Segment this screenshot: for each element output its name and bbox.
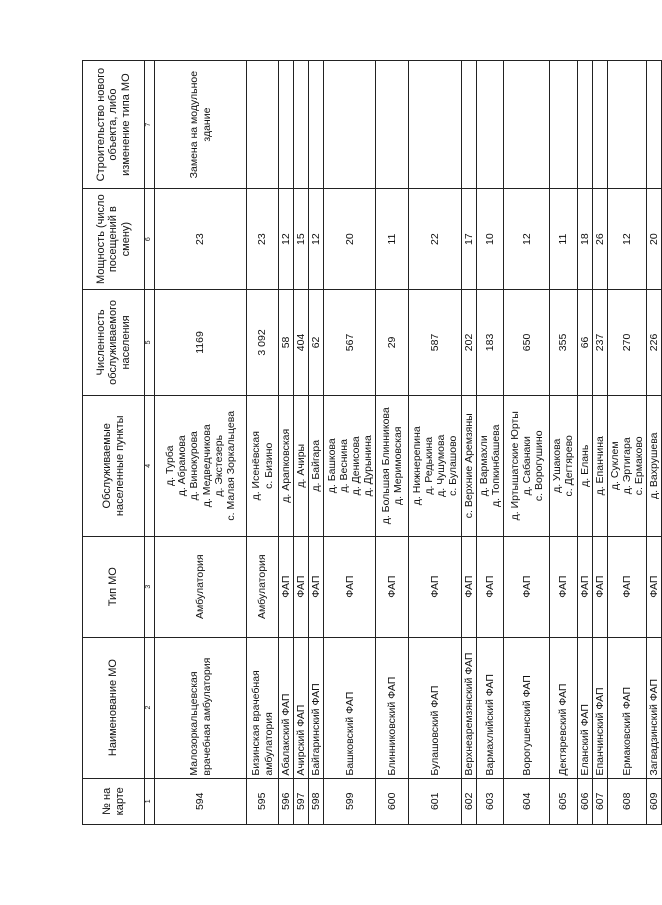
served-places-cell bbox=[646, 395, 661, 536]
served-place: с. Верхние Аремзяны bbox=[463, 413, 476, 519]
served-places-cell bbox=[607, 395, 646, 536]
served-place: д. Арапковская bbox=[280, 428, 292, 503]
capacity-cell: 20 bbox=[646, 189, 661, 290]
capacity-cell: 11 bbox=[550, 189, 577, 290]
table-row bbox=[247, 61, 279, 825]
mo-type-cell: ФАП bbox=[504, 536, 550, 637]
capacity-cell: 11 bbox=[376, 189, 409, 290]
table-row bbox=[309, 61, 324, 825]
mo-type-cell: ФАП bbox=[477, 536, 504, 637]
map-number-cell: 602 bbox=[462, 778, 477, 824]
served-place: д. Большая Блинникова bbox=[380, 407, 393, 525]
mo-name-cell: Абалакский ФАП bbox=[279, 637, 294, 778]
map-number-cell: 600 bbox=[376, 778, 409, 824]
served-places-cell bbox=[409, 395, 462, 536]
served-place: д. Турба bbox=[164, 445, 177, 486]
population-cell: 183 bbox=[477, 290, 504, 396]
table-row bbox=[607, 61, 646, 825]
served-place: д. Чушумова bbox=[435, 434, 448, 497]
mo-type-cell: ФАП bbox=[646, 536, 661, 637]
mo-name-cell: Ермаковский ФАП bbox=[607, 637, 646, 778]
served-places-cell bbox=[279, 395, 294, 536]
served-places-cell bbox=[247, 395, 279, 536]
served-place: д. Суклем bbox=[608, 441, 621, 491]
served-place: д. Иртышатские Юрты bbox=[508, 411, 521, 521]
served-place: д. Епанчина bbox=[593, 436, 606, 496]
mo-name-cell: Блинниковский ФАП bbox=[376, 637, 409, 778]
served-place: с. Ворогушино bbox=[532, 430, 545, 502]
construction-cell bbox=[504, 61, 550, 189]
construction-cell bbox=[279, 61, 294, 189]
population-cell: 587 bbox=[409, 290, 462, 396]
table-row bbox=[477, 61, 504, 825]
table-row bbox=[646, 61, 661, 825]
column-number: 2 bbox=[145, 637, 155, 778]
capacity-cell: 12 bbox=[504, 189, 550, 290]
table-row bbox=[294, 61, 309, 825]
medical-facilities-table bbox=[82, 60, 662, 825]
table-row bbox=[409, 61, 462, 825]
construction-cell bbox=[477, 61, 504, 189]
column-number: 3 bbox=[145, 536, 155, 637]
map-number-cell: 606 bbox=[577, 778, 592, 824]
population-cell: 567 bbox=[324, 290, 376, 396]
mo-name-cell: Бизинская врачебная амбулатория bbox=[247, 637, 279, 778]
mo-name-cell: Ворогушенский ФАП bbox=[504, 637, 550, 778]
served-place: с. Дегтярево bbox=[563, 435, 576, 497]
served-places-cell bbox=[504, 395, 550, 536]
population-cell: 1169 bbox=[155, 290, 247, 396]
served-places-cell bbox=[294, 395, 309, 536]
served-place: д. Вармахли bbox=[478, 435, 491, 497]
header-construction: Строительство нового объекта, либо изменение типа МО bbox=[83, 61, 145, 189]
column-number: 1 bbox=[145, 778, 155, 824]
map-number-cell: 605 bbox=[550, 778, 577, 824]
mo-name-cell: Верхнеаремзянский ФАП bbox=[462, 637, 477, 778]
header-row bbox=[83, 61, 145, 825]
map-number-cell: 599 bbox=[324, 778, 376, 824]
capacity-cell: 17 bbox=[462, 189, 477, 290]
mo-type-cell: ФАП bbox=[607, 536, 646, 637]
population-cell: 66 bbox=[577, 290, 592, 396]
mo-name-cell: Загвадзинский ФАП bbox=[646, 637, 661, 778]
capacity-cell: 12 bbox=[309, 189, 324, 290]
population-cell: 226 bbox=[646, 290, 661, 396]
column-number: 7 bbox=[145, 61, 155, 189]
mo-name-cell: Ачирский ФАП bbox=[294, 637, 309, 778]
column-number-row bbox=[145, 61, 155, 825]
construction-cell bbox=[376, 61, 409, 189]
mo-name-cell: Дектяревский ФАП bbox=[550, 637, 577, 778]
map-number-cell: 609 bbox=[646, 778, 661, 824]
header-capacity: Мощность (число посещений в смену) bbox=[83, 189, 145, 290]
table-body bbox=[155, 61, 662, 825]
served-place: д. Ушакова bbox=[551, 438, 564, 493]
map-number-cell: 594 bbox=[155, 778, 247, 824]
served-place: д. Исенёвская bbox=[250, 431, 263, 501]
served-place: д. Топкинбашева bbox=[490, 424, 503, 508]
served-places-cell bbox=[462, 395, 477, 536]
table-row bbox=[550, 61, 577, 825]
served-place: с. Булашово bbox=[447, 435, 460, 496]
construction-cell bbox=[294, 61, 309, 189]
capacity-cell: 10 bbox=[477, 189, 504, 290]
served-places-cell bbox=[577, 395, 592, 536]
mo-type-cell: Амбулатория bbox=[247, 536, 279, 637]
served-places-cell bbox=[376, 395, 409, 536]
served-place: д. Экстезерь bbox=[212, 434, 225, 497]
capacity-cell: 23 bbox=[155, 189, 247, 290]
construction-cell bbox=[324, 61, 376, 189]
population-cell: 404 bbox=[294, 290, 309, 396]
mo-type-cell: ФАП bbox=[294, 536, 309, 637]
capacity-cell: 12 bbox=[279, 189, 294, 290]
column-number: 5 bbox=[145, 290, 155, 396]
header-served-places: Обслуживаемые населенные пункты bbox=[83, 395, 145, 536]
map-number-cell: 596 bbox=[279, 778, 294, 824]
table-row bbox=[504, 61, 550, 825]
construction-cell bbox=[646, 61, 661, 189]
served-place: с. Бизино bbox=[262, 442, 275, 489]
population-cell: 58 bbox=[279, 290, 294, 396]
mo-type-cell: ФАП bbox=[577, 536, 592, 637]
construction-cell: Замена на модульное здание bbox=[155, 61, 247, 189]
map-number-cell: 607 bbox=[592, 778, 607, 824]
served-place: с. Малая Зоркальцева bbox=[224, 410, 237, 521]
served-places-cell bbox=[324, 395, 376, 536]
construction-cell bbox=[309, 61, 324, 189]
construction-cell bbox=[592, 61, 607, 189]
mo-type-cell: Амбулатория bbox=[155, 536, 247, 637]
map-number-cell: 608 bbox=[607, 778, 646, 824]
mo-name-cell: Вармахлийский ФАП bbox=[477, 637, 504, 778]
mo-type-cell: ФАП bbox=[462, 536, 477, 637]
capacity-cell: 23 bbox=[247, 189, 279, 290]
served-place: д. Вахрушева bbox=[647, 432, 660, 500]
mo-type-cell: ФАП bbox=[376, 536, 409, 637]
header-mo-type: Тип МО bbox=[83, 536, 145, 637]
served-places-cell bbox=[155, 395, 247, 536]
header-population: Численность обслуживаемого населения bbox=[83, 290, 145, 396]
capacity-cell: 26 bbox=[592, 189, 607, 290]
mo-name-cell: Еланский ФАП bbox=[577, 637, 592, 778]
population-cell: 62 bbox=[309, 290, 324, 396]
column-number: 4 bbox=[145, 395, 155, 536]
mo-type-cell: ФАП bbox=[409, 536, 462, 637]
served-place: д. Меримовская bbox=[392, 426, 405, 506]
header-mo-name: Наименование МО bbox=[83, 637, 145, 778]
construction-cell bbox=[462, 61, 477, 189]
map-number-cell: 597 bbox=[294, 778, 309, 824]
capacity-cell: 20 bbox=[324, 189, 376, 290]
mo-name-cell: Булашовский ФАП bbox=[409, 637, 462, 778]
mo-name-cell: Башковский ФАП bbox=[324, 637, 376, 778]
population-cell: 29 bbox=[376, 290, 409, 396]
map-number-cell: 603 bbox=[477, 778, 504, 824]
mo-name-cell: Малозоркальцевская врачебная амбулатория bbox=[155, 637, 247, 778]
served-places-cell bbox=[309, 395, 324, 536]
served-place: д. Редькина bbox=[423, 436, 436, 495]
mo-type-cell: ФАП bbox=[279, 536, 294, 637]
capacity-cell: 22 bbox=[409, 189, 462, 290]
served-place: д. Абрамова bbox=[176, 435, 189, 497]
table-row bbox=[279, 61, 294, 825]
table-row bbox=[324, 61, 376, 825]
mo-name-cell: Байгаринский ФАП bbox=[309, 637, 324, 778]
served-places-cell bbox=[550, 395, 577, 536]
construction-cell bbox=[409, 61, 462, 189]
served-place: д. Денисова bbox=[349, 436, 362, 496]
construction-cell bbox=[247, 61, 279, 189]
served-place: д. Башкова bbox=[325, 438, 338, 494]
mo-type-cell: ФАП bbox=[592, 536, 607, 637]
served-place: д. Дурынина bbox=[361, 435, 374, 497]
population-cell: 650 bbox=[504, 290, 550, 396]
served-places-cell bbox=[477, 395, 504, 536]
map-number-cell: 601 bbox=[409, 778, 462, 824]
header-map-number: № на карте bbox=[83, 778, 145, 824]
capacity-cell: 15 bbox=[294, 189, 309, 290]
map-number-cell: 595 bbox=[247, 778, 279, 824]
capacity-cell: 12 bbox=[607, 189, 646, 290]
served-places-cell bbox=[592, 395, 607, 536]
population-cell: 237 bbox=[592, 290, 607, 396]
population-cell: 202 bbox=[462, 290, 477, 396]
construction-cell bbox=[550, 61, 577, 189]
population-cell: 355 bbox=[550, 290, 577, 396]
served-place: д. Эртигара bbox=[620, 437, 633, 495]
mo-type-cell: ФАП bbox=[324, 536, 376, 637]
served-place: д. Нижнерепина bbox=[411, 426, 424, 506]
column-number: 6 bbox=[145, 189, 155, 290]
capacity-cell: 18 bbox=[577, 189, 592, 290]
served-place: д. Сабанаки bbox=[520, 436, 533, 496]
table-row bbox=[577, 61, 592, 825]
table-row bbox=[592, 61, 607, 825]
served-place: с. Ермаково bbox=[632, 436, 645, 496]
mo-type-cell: ФАП bbox=[550, 536, 577, 637]
map-number-cell: 598 bbox=[309, 778, 324, 824]
rotated-table-container bbox=[82, 60, 660, 825]
served-place: д. Винокурова bbox=[188, 431, 201, 501]
table-row bbox=[155, 61, 247, 825]
mo-type-cell: ФАП bbox=[309, 536, 324, 637]
table-row bbox=[376, 61, 409, 825]
population-cell: 270 bbox=[607, 290, 646, 396]
served-place: д. Елань bbox=[578, 444, 591, 487]
served-place: д. Медведчикова bbox=[200, 424, 213, 508]
construction-cell bbox=[607, 61, 646, 189]
table-row bbox=[462, 61, 477, 825]
mo-name-cell: Епанчинский ФАП bbox=[592, 637, 607, 778]
served-place: д. Байгара bbox=[310, 439, 323, 492]
served-place: д. Веснина bbox=[337, 439, 350, 493]
served-place: д. Ачиры bbox=[295, 443, 308, 488]
construction-cell bbox=[577, 61, 592, 189]
map-number-cell: 604 bbox=[504, 778, 550, 824]
population-cell: 3 092 bbox=[247, 290, 279, 396]
